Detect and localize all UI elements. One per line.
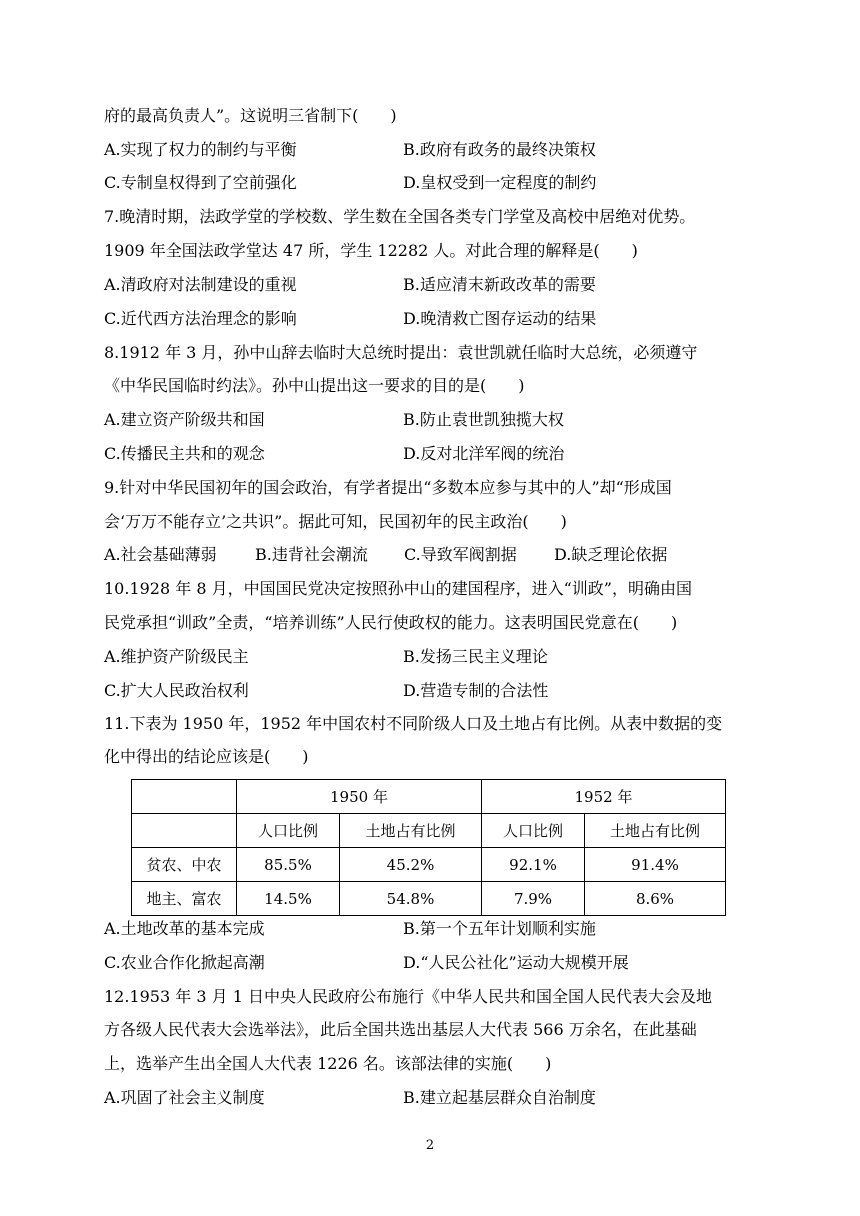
q8-option-a: A.建立资产阶级共和国 xyxy=(104,410,265,429)
subheader-population-1950: 人口比例 xyxy=(237,814,340,848)
table-cell: 8.6% xyxy=(585,882,726,916)
q9-option-c: C.导致军阀割据 xyxy=(404,545,517,564)
q10-option-c: C.扩大人民政治权利 xyxy=(104,681,249,700)
table-row xyxy=(132,848,726,882)
q12-option-a: A.巩固了社会主义制度 xyxy=(104,1088,265,1107)
subheader-land-1950: 土地占有比例 xyxy=(340,814,482,848)
q9-option-d: D.缺乏理论依据 xyxy=(554,545,668,564)
q11-option-d: D.“人民公社化”运动大规模开展 xyxy=(403,953,629,972)
q9-option-a: A.社会基础薄弱 xyxy=(104,545,217,564)
q6-option-b: B.政府有政务的最终决策权 xyxy=(403,140,596,159)
table-cell: 85.5% xyxy=(237,848,340,882)
q8-option-b: B.防止袁世凯独揽大权 xyxy=(403,410,564,429)
table-cell: 91.4% xyxy=(585,848,726,882)
subheader-land-1952: 土地占有比例 xyxy=(585,814,726,848)
q10-option-b: B.发扬三民主义理论 xyxy=(403,647,548,666)
q6-stem: 府的最高负责人”。这说明三省制下( ) xyxy=(104,106,397,125)
page-number: 2 xyxy=(425,1138,435,1153)
q9-stem-line-2: 会‘万万不能存立’之共识”。据此可知，民国初年的民主政治( ) xyxy=(104,512,567,531)
q9-stem-line-1: 9.针对中华民国初年的国会政治，有学者提出“多数本应参与其中的人”却“形成国 xyxy=(104,478,672,497)
q10-option-d: D.营造专制的合法性 xyxy=(403,681,549,700)
table-cell: 45.2% xyxy=(340,848,482,882)
q11-option-c: C.农业合作化掀起高潮 xyxy=(104,953,265,972)
table-corner-cell xyxy=(132,814,237,848)
q6-option-a: A.实现了权力的制约与平衡 xyxy=(104,140,297,159)
table-cell: 7.9% xyxy=(482,882,585,916)
q9-option-b: B.违背社会潮流 xyxy=(255,545,368,564)
land-ratio-table xyxy=(131,779,726,916)
subheader-population-1952: 人口比例 xyxy=(482,814,585,848)
q12-stem-line-1: 12.1953 年 3 月 1 日中央人民政府公布施行《中华人民共和国全国人民代表大会及地 xyxy=(104,987,712,1006)
q6-option-d: D.皇权受到一定程度的制约 xyxy=(403,173,597,192)
q7-option-a: A.清政府对法制建设的重视 xyxy=(104,275,297,294)
q8-stem-line-1: 8.1912 年 3 月，孙中山辞去临时大总统时提出：袁世凯就任临时大总统，必须遵守 xyxy=(104,343,698,362)
table-cell: 14.5% xyxy=(237,882,340,916)
q11-stem-line-2: 化中得出的结论应该是( ) xyxy=(104,747,309,766)
row-label: 贫农、中农 xyxy=(132,848,237,882)
q11-option-a: A.土地改革的基本完成 xyxy=(104,919,265,938)
q7-option-d: D.晚清救亡图存运动的结果 xyxy=(403,309,597,328)
year-header-1950: 1950 年 xyxy=(237,780,482,814)
q11-stem-line-1: 11.下表为 1950 年，1952 年中国农村不同阶级人口及土地占有比例。从表中数据的变 xyxy=(104,714,723,733)
q10-stem-line-2: 民党承担“训政”全责，“培养训练”人民行使政权的能力。这表明国民党意在( ) xyxy=(104,613,678,632)
table-corner-cell xyxy=(132,780,237,814)
table-cell: 54.8% xyxy=(340,882,482,916)
row-label: 地主、富农 xyxy=(132,882,237,916)
q12-stem-line-3: 上，选举产生出全国人大代表 1226 名。该部法律的实施( ) xyxy=(104,1054,552,1073)
q7-stem-line-2: 1909 年全国法政学堂达 47 所，学生 12282 人。对此合理的解释是( ) xyxy=(104,241,638,260)
q6-option-c: C.专制皇权得到了空前强化 xyxy=(104,173,297,192)
q7-option-b: B.适应清末新政改革的需要 xyxy=(403,275,596,294)
q12-option-b: B.建立起基层群众自治制度 xyxy=(403,1088,596,1107)
year-header-1952: 1952 年 xyxy=(482,780,726,814)
q8-option-c: C.传播民主共和的观念 xyxy=(104,444,265,463)
q11-option-b: B.第一个五年计划顺利实施 xyxy=(403,919,596,938)
q7-option-c: C.近代西方法治理念的影响 xyxy=(104,309,297,328)
table-row xyxy=(132,882,726,916)
q10-option-a: A.维护资产阶级民主 xyxy=(104,647,249,666)
q10-stem-line-1: 10.1928 年 8 月，中国国民党决定按照孙中山的建国程序，进入“训政”，明确由国 xyxy=(104,579,692,598)
table-cell: 92.1% xyxy=(482,848,585,882)
q8-option-d: D.反对北洋军阀的统治 xyxy=(403,444,565,463)
q7-stem-line-1: 7.晚清时期，法政学堂的学校数、学生数在全国各类专门学堂及高校中居绝对优势。 xyxy=(104,207,696,226)
q12-stem-line-2: 方各级人民代表大会选举法》，此后全国共选出基层人大代表 566 万余名，在此基础 xyxy=(104,1020,697,1039)
q8-stem-line-2: 《中华民国临时约法》。孙中山提出这一要求的目的是( ) xyxy=(104,376,525,395)
